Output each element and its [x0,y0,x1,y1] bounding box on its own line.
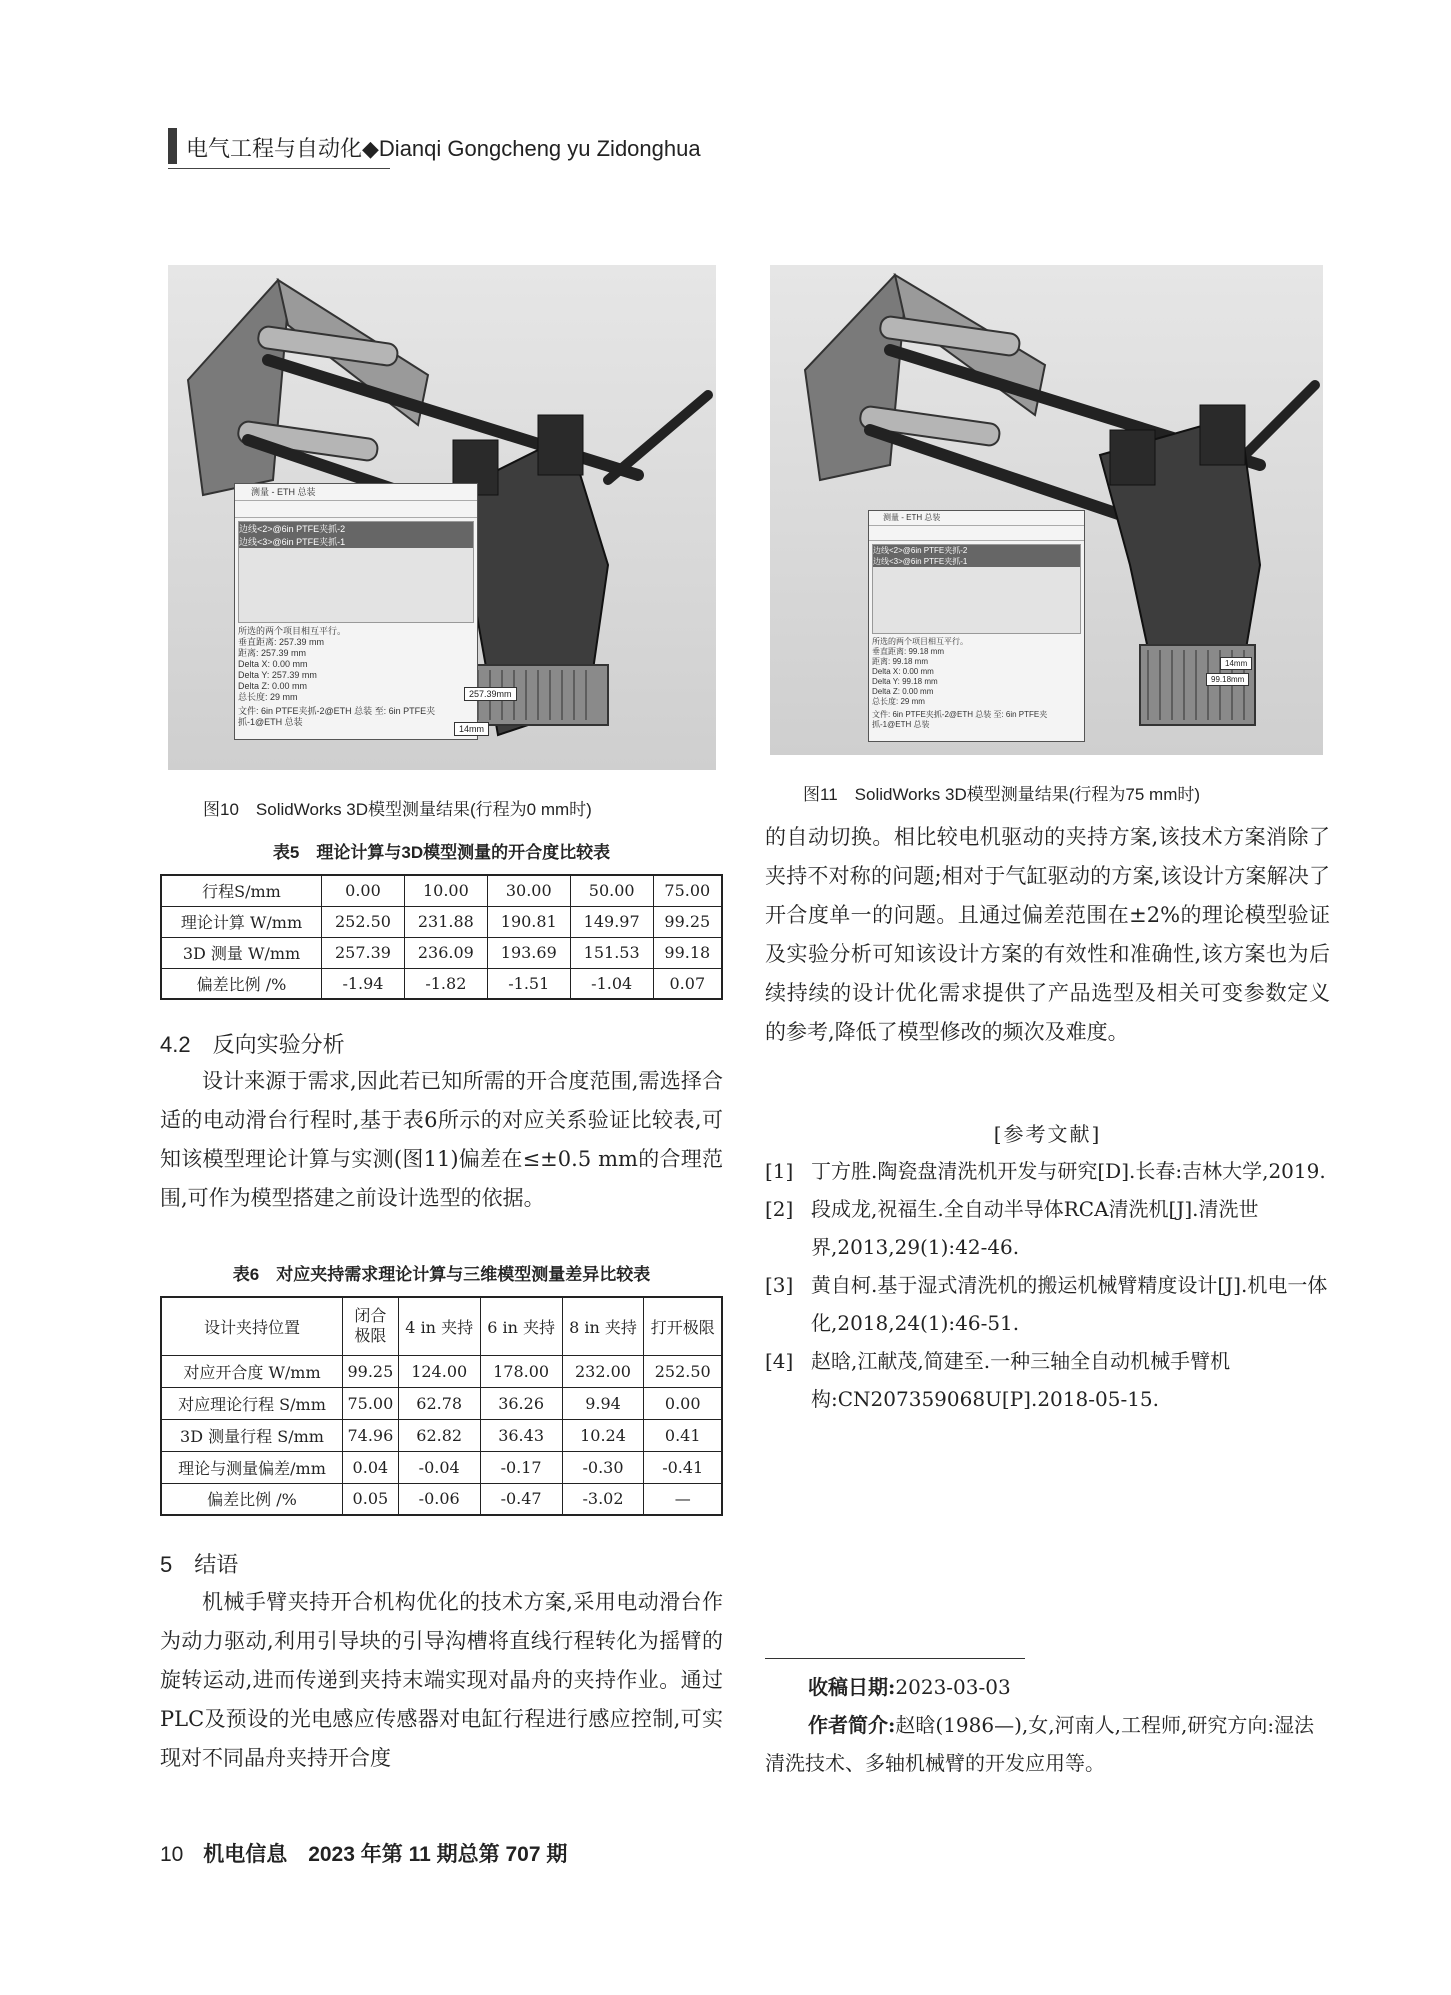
table-cell: 178.00 [480,1355,562,1387]
table-header-cell: 打开极限 [644,1297,722,1355]
table-cell: 0.00 [322,875,405,906]
measure-dialog [234,483,478,740]
table-cell: 0.00 [644,1387,722,1419]
table-cell: 252.50 [322,906,405,937]
section-4-2-paragraph: 设计来源于需求,因此若已知所需的开合度范围,需选择合适的电动滑台行程时,基于表6所示的对应关系验证比较表,可知该模型理论计算与实测(图11)偏差在≤±0.5 mm的合理范围,可作为模型搭建之前设计选型的依据。 [160,1069,723,1210]
table-row [161,1419,722,1451]
table-row [161,1387,722,1419]
table-row [161,937,722,968]
table-cell: 偏差比例 /% [161,1483,343,1515]
measure-result: 所选的两个项目相互平行。 垂直距离: 257.39 mm 距离: 257.39 mm Delta X: 0.00 mm Delta Y: 257.39 mm Delta Z: 0.00 mm 总长度: 29 mm [238,626,347,702]
received-value: 2023-03-03 [895,1675,1011,1699]
reference-item [765,1266,1330,1342]
table-row [161,906,722,937]
page-number: 10 [160,1843,184,1866]
figure-11-render [770,265,1323,755]
table-cell: 236.09 [404,937,487,968]
callout-length: 14mm [1220,657,1252,670]
figure-10-render [168,265,716,770]
table-cell: 232.00 [562,1355,644,1387]
table-cell: -0.04 [398,1451,480,1483]
table-cell: 50.00 [570,875,653,906]
selection-item: 边线<3>@6in PTFE夹抓-1 [239,535,473,548]
table-cell: 3D 测量行程 S/mm [161,1419,343,1451]
measure-dialog [868,510,1085,742]
reference-number: [4] [765,1349,794,1373]
references-list [765,1152,1330,1418]
table-cell: 257.39 [322,937,405,968]
dialog-title: 测量 - ETH 总装 [869,511,1084,526]
table-5 [160,874,723,1000]
table-cell: -0.06 [398,1483,480,1515]
table-cell: 10.00 [404,875,487,906]
table-row [161,968,722,999]
table-cell: 36.43 [480,1419,562,1451]
table-cell: 对应理论行程 S/mm [161,1387,343,1419]
selection-item: 边线<2>@6in PTFE夹抓-2 [873,545,1080,556]
table-cell: 124.00 [398,1355,480,1387]
references-heading: [参考文献] [993,1122,1102,1146]
received-label: 收稿日期: [808,1675,896,1699]
table-6-caption: 表6 对应夹持需求理论计算与三维模型测量差异比较表 [232,1265,651,1284]
reference-item [765,1152,1330,1190]
reference-text: 黄自柯.基于湿式清洗机的搬运机械臂精度设计[J].机电一体化,2018,24(1):46-51. [811,1273,1328,1335]
received-date [808,1668,1011,1706]
table-5-caption: 表5 理论计算与3D模型测量的开合度比较表 [272,843,611,862]
table-cell: 行程S/mm [161,875,322,906]
reference-number: [2] [765,1197,794,1221]
author-bio [765,1706,1330,1782]
conclusion-continued: 的自动切换。相比较电机驱动的夹持方案,该技术方案消除了夹持不对称的问题;相对于气缸驱动的方案,该设计方案解决了开合度单一的问题。且通过偏差范围在±2%的理论模型验证及实验分析可知该设计方案的有效性和准确性,该方案也为后续持续的设计优化需求提供了产品选型及相关可变参数定义的参考,降低了模型修改的频次及难度。 [765,825,1330,1044]
callout-length: 14mm [454,722,489,736]
measure-file: 文件: 6in PTFE夹抓-2@ETH 总装 至: 6in PTFE夹抓-1@ETH 总装 [238,706,436,727]
callout-distance: 99.18mm [1206,673,1249,686]
table-header-row [161,1297,722,1355]
selection-list [238,521,474,623]
table-cell: -1.51 [487,968,570,999]
table-cell: 对应开合度 W/mm [161,1355,343,1387]
table-cell: 3D 测量 W/mm [161,937,322,968]
selection-item: 边线<2>@6in PTFE夹抓-2 [239,522,473,535]
measure-file: 文件: 6in PTFE夹抓-2@ETH 总装 至: 6in PTFE夹抓-1@ETH 总装 [872,710,1048,729]
author-value: 赵晗(1986—),女,河南人,工程师,研究方向:湿法清洗技术、多轴机械臂的开发应用等。 [765,1713,1315,1775]
table-cell: 0.04 [343,1451,399,1483]
table-cell: 0.41 [644,1419,722,1451]
dialog-toolbar [235,501,477,518]
header-rule [168,168,390,169]
selection-list [872,544,1081,634]
running-header: 电气工程与自动化◆Dianqi Gongcheng yu Zidonghua [186,136,701,161]
table-cell: 231.88 [404,906,487,937]
dialog-toolbar [869,526,1084,541]
table-cell: 62.78 [398,1387,480,1419]
selection-item: 边线<3>@6in PTFE夹抓-1 [873,556,1080,567]
table-header-cell: 6 in 夹持 [480,1297,562,1355]
table-cell: 99.25 [343,1355,399,1387]
reference-item [765,1342,1330,1418]
table-cell: 190.81 [487,906,570,937]
table-cell: -0.47 [480,1483,562,1515]
table-cell: 193.69 [487,937,570,968]
table-cell: 理论与测量偏差/mm [161,1451,343,1483]
table-cell: 36.26 [480,1387,562,1419]
table-cell: 99.18 [653,937,722,968]
table-cell: 偏差比例 /% [161,968,322,999]
table-header-cell: 设计夹持位置 [161,1297,343,1355]
table-cell: 74.96 [343,1419,399,1451]
table-6 [160,1296,723,1516]
table-cell: -0.17 [480,1451,562,1483]
figure-10-caption: 图10 SolidWorks 3D模型测量结果(行程为0 mm时) [203,800,592,819]
table-row [161,1483,722,1515]
table-cell: 0.07 [653,968,722,999]
table-header-cell: 闭合 极限 [343,1297,399,1355]
reference-text: 丁方胜.陶瓷盘清洗机开发与研究[D].长春:吉林大学,2019. [811,1159,1326,1183]
table-cell: 149.97 [570,906,653,937]
table-cell: 0.05 [343,1483,399,1515]
reference-text: 段成龙,祝福生.全自动半导体RCA清洗机[J].清洗世界,2013,29(1):42-46. [811,1197,1259,1259]
reference-text: 赵晗,江献茂,简建至.一种三轴全自动机械手臂机构:CN207359068U[P].2018-05-15. [811,1349,1231,1411]
callout-distance: 257.39mm [464,687,517,701]
page-footer [160,1838,567,1868]
table-row [161,875,722,906]
header-bar [168,128,177,164]
table-header-cell: 4 in 夹持 [398,1297,480,1355]
reference-number: [3] [765,1273,794,1297]
table-cell: 30.00 [487,875,570,906]
table-header-cell: 8 in 夹持 [562,1297,644,1355]
author-label: 作者简介: [808,1713,896,1737]
table-cell: -0.41 [644,1451,722,1483]
table-cell: — [644,1483,722,1515]
measure-result: 所选的两个项目相互平行。 垂直距离: 99.18 mm 距离: 99.18 mm Delta X: 0.00 mm Delta Y: 99.18 mm Delta Z: 0.00 mm 总长度: 29 mm [872,637,968,706]
reference-number: [1] [765,1159,794,1183]
table-cell: -1.82 [404,968,487,999]
table-cell: -0.30 [562,1451,644,1483]
table-cell: -1.04 [570,968,653,999]
table-cell: 99.25 [653,906,722,937]
table-cell: 151.53 [570,937,653,968]
table-cell: 252.50 [644,1355,722,1387]
table-row [161,1355,722,1387]
table-cell: -3.02 [562,1483,644,1515]
table-cell: 62.82 [398,1419,480,1451]
section-5-paragraph: 机械手臂夹持开合机构优化的技术方案,采用电动滑台作为动力驱动,利用引导块的引导沟槽将直线行程转化为摇臂的旋转运动,进而传递到夹持末端实现对晶舟的夹持作业。通过PLC及预设的光电感应传感器对电缸行程进行感应控制,可实现对不同晶舟夹持开合度 [160,1590,723,1770]
dialog-title: 测量 - ETH 总装 [235,484,477,501]
reference-item [765,1190,1330,1266]
table-cell: -1.94 [322,968,405,999]
section-4-2-heading: 4.2 反向实验分析 [160,1032,345,1057]
table-cell: 9.94 [562,1387,644,1419]
journal-issue: 机电信息 2023 年第 11 期总第 707 期 [203,1843,568,1866]
table-cell: 75.00 [343,1387,399,1419]
footnote-rule [765,1658,1025,1659]
table-cell: 75.00 [653,875,722,906]
table-cell: 理论计算 W/mm [161,906,322,937]
section-5-heading: 5 结语 [160,1552,239,1577]
table-cell: 10.24 [562,1419,644,1451]
figure-11-caption: 图11 SolidWorks 3D模型测量结果(行程为75 mm时) [803,785,1201,804]
table-row [161,1451,722,1483]
